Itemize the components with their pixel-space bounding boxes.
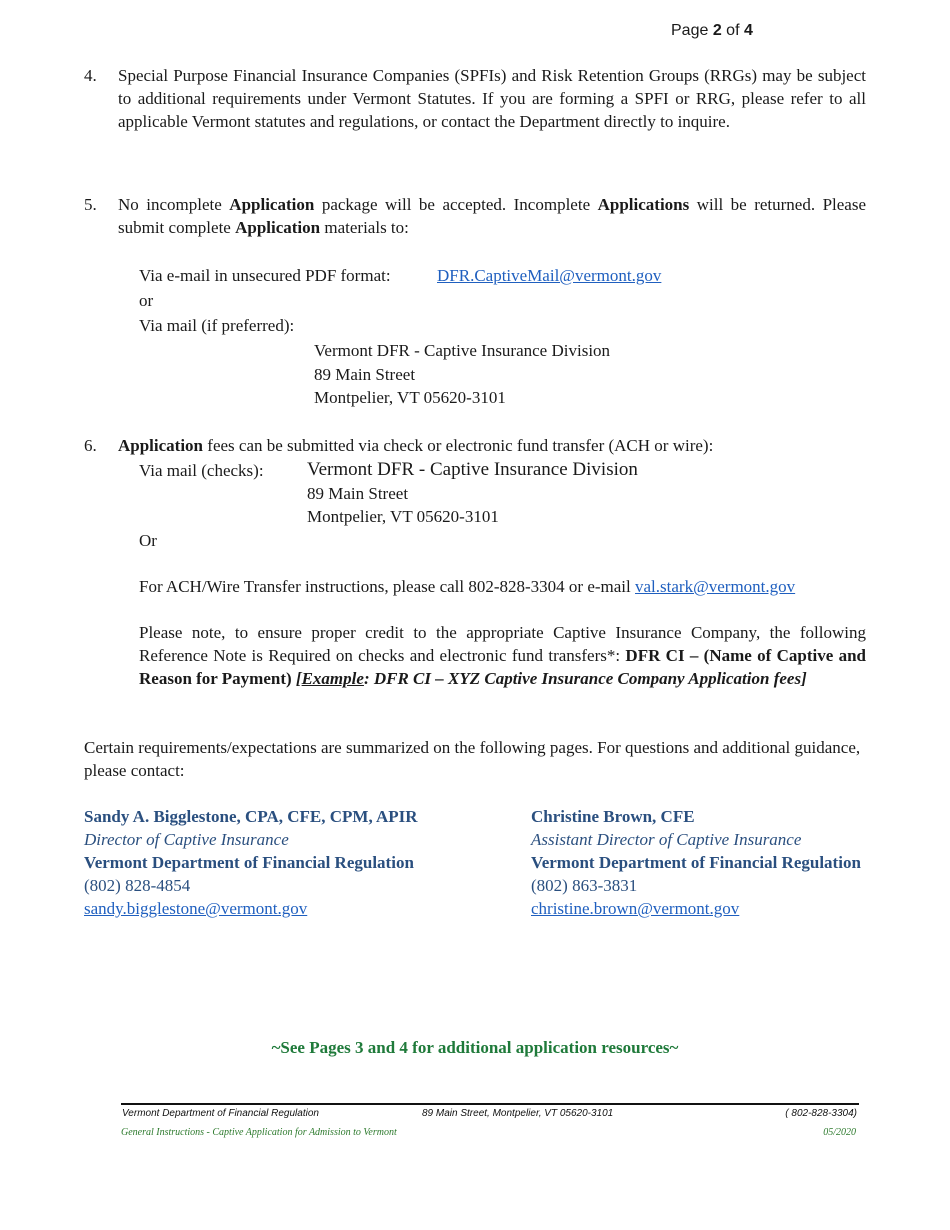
item-4-text: Special Purpose Financial Insurance Companies (SPFIs) and Risk Retention Groups (RRGs) may be subject to additional requirements under Vermont Statutes. If you are forming a SPFI or RRG, please refer to all applicable Vermont statutes and regulations, or contact the Department directly to inquire. <box>118 66 866 131</box>
address-line-2: 89 Main Street <box>314 365 416 384</box>
item-5 <box>84 193 866 239</box>
checks-address-line-3: Montpelier, VT 05620-3101 <box>307 507 499 526</box>
reference-note: Please note, to ensure proper credit to the appropriate Captive Insurance Company, the following Reference Note is Required on checks and electronic fund transfers*: DFR CI – (Name of Captive and Reason for Payment) [Example: DFR CI – XYZ Captive Insurance Company Application fees] <box>139 623 866 688</box>
item-5-number: 5. <box>84 195 97 214</box>
item-4-number: 4. <box>84 66 97 85</box>
checks-label: Via mail (checks): <box>139 461 264 480</box>
contact-email-link[interactable]: christine.brown@vermont.gov <box>531 899 740 918</box>
item-6-number: 6. <box>84 436 97 455</box>
footer-date: 05/2020 <box>823 1127 856 1138</box>
mail-label: Via mail (if preferred): <box>139 316 295 335</box>
or-label-2: Or <box>139 531 157 550</box>
footer-department: Vermont Department of Financial Regulation <box>122 1108 319 1119</box>
footer-document-title: General Instructions - Captive Application for Admission to Vermont <box>121 1127 397 1138</box>
item-5-text: No incomplete Application package will be accepted. Incomplete Applications will be returned. Please submit complete Application materials to: <box>118 195 867 237</box>
contact-org: Vermont Department of Financial Regulation <box>531 853 861 872</box>
address-line-3: Montpelier, VT 05620-3101 <box>314 388 506 407</box>
page-number: Page 2 of 4 <box>671 22 753 39</box>
checks-address-line-2: 89 Main Street <box>307 484 409 503</box>
footer-phone: ( 802-828-3304) <box>785 1108 857 1119</box>
contact-title: Director of Captive Insurance <box>84 830 289 849</box>
contact-card-assistant-director <box>531 805 861 920</box>
contact-phone: (802) 828-4854 <box>84 876 191 895</box>
email-label: Via e-mail in unsecured PDF format: <box>139 266 391 285</box>
checks-address-line-1: Vermont DFR - Captive Insurance Division <box>307 459 638 480</box>
contact-phone: (802) 863-3831 <box>531 876 638 895</box>
contact-name: Sandy A. Bigglestone, CPA, CFE, CPM, APIR <box>84 807 418 826</box>
ach-email-link[interactable]: val.stark@vermont.gov <box>635 577 796 596</box>
contact-card-director <box>84 805 418 920</box>
or-label: or <box>139 291 154 310</box>
captive-mail-link[interactable]: DFR.CaptiveMail@vermont.gov <box>437 266 662 285</box>
footer-address: 89 Main Street, Montpelier, VT 05620-3101 <box>422 1108 614 1119</box>
item-4 <box>84 64 866 133</box>
summary-text: Certain requirements/expectations are summarized on the following pages. For questions and additional guidance, please contact: <box>84 738 861 780</box>
contact-title: Assistant Director of Captive Insurance <box>531 830 802 849</box>
ach-instructions: For ACH/Wire Transfer instructions, please call 802-828-3304 or e-mail val.stark@vermont.gov <box>139 577 796 596</box>
see-pages-note: ~See Pages 3 and 4 for additional application resources~ <box>271 1038 679 1057</box>
contact-name: Christine Brown, CFE <box>531 807 695 826</box>
contact-email-link[interactable]: sandy.bigglestone@vermont.gov <box>84 899 308 918</box>
item-6-text: Application fees can be submitted via check or electronic fund transfer (ACH or wire): <box>118 436 714 455</box>
footer-divider <box>121 1103 859 1105</box>
address-line-1: Vermont DFR - Captive Insurance Division <box>314 341 611 360</box>
contact-org: Vermont Department of Financial Regulation <box>84 853 414 872</box>
